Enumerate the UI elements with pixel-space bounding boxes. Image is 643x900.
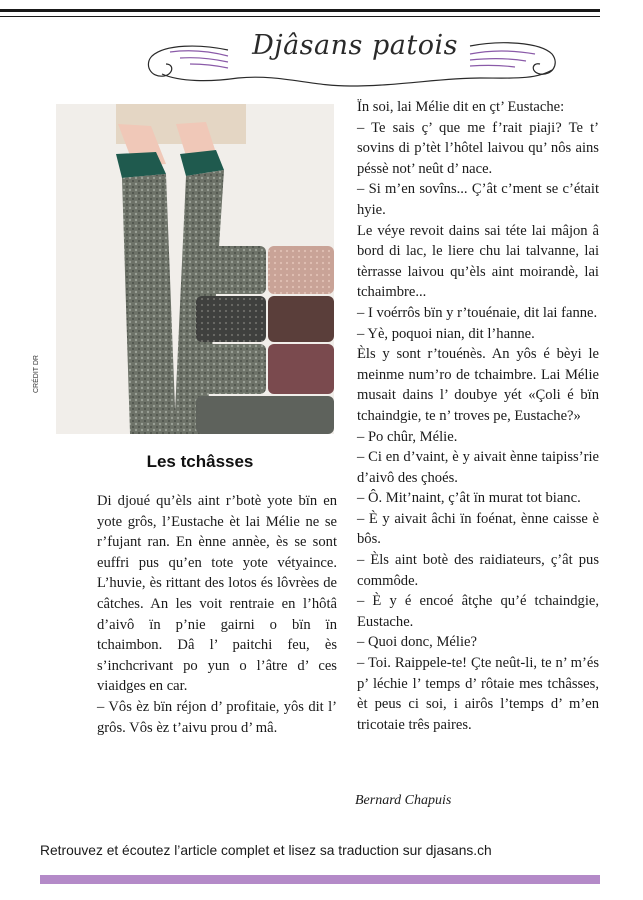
column-banner (140, 22, 580, 92)
paragraph: – Ô. Mit’naint, ç’ât ïn murat tot bianc. (357, 490, 581, 507)
top-rule-thick (0, 9, 600, 12)
top-rule-thin (0, 16, 600, 17)
paragraph: – Po chûr, Mélie. (357, 428, 458, 445)
article-headline: Les tchâsses (146, 452, 254, 471)
article-column-left (97, 491, 337, 738)
paragraph: Di djoué qu’èls aint r’botè yote bïn en yote grôs, l’Eustache èt lai Mélie ne se r’fujant ran. En ènne annèe, ès se sont euffri pus qu’en tote yote vétyaince. L’huvie, ès rittant des lotos és lôvrèes de câtches. An les voit rentraie en l’hôtâ d’aivô ïn p’nie gairni o bïn ïn tchaimbon. Dâ l’ paitchi feu, ès s’inchcrivant po yun o l’âtre d’ ces viaidges en car. (97, 493, 337, 695)
paragraph: Ïn soi, lai Mélie dit en çt’ Eustache: (357, 99, 565, 115)
paragraph: – Yè, poquoi nian, dit l’hanne. (357, 325, 535, 342)
footer-accent-bar (40, 875, 600, 884)
paragraph: – Ci en d’vaint, è y aivait ènne taipiss’rie d’aivô des çhoés. (357, 449, 599, 486)
paragraph: – Quoi donc, Mélie? (357, 634, 477, 651)
knitted-socks-image (56, 104, 334, 434)
paragraph: Le véye revoit dains sai téte lai mâjon â bord di lac, le liere chu lai talvanne, lai tèrrasse laivou qu’èls aint moirandè, lai tchaimbre... (357, 222, 599, 301)
photo-credit: CRÉDIT DR (33, 355, 40, 393)
paragraph: – Te sais ç’ que me f’rait piaji? Te t’ sovins di p’tèt l’hôtel laivou qu’ nôs ains péssè not’ neût d’ nace. (357, 119, 599, 177)
paragraph: – I voérrôs bïn y r’touénaie, dit lai fanne. (357, 304, 598, 321)
paragraph: Èls y sont r’touénès. An yôs é bèyi le meinme num’ro de tchaimbre. Lai Mélie musait dains l’ doubye yét «Çoli é bïn tchaindgie, te n’ troves pe, Eustache?» (357, 346, 599, 424)
paragraph: – Vôs èz bïn réjon d’ profitaie, yôs dit l’ grôs. Vôs èz t’aivu prou d’ mâ. (97, 698, 337, 736)
article-column-right (357, 97, 599, 735)
footer-link-text: Retrouvez et écoutez l’article complet et lisez sa traduction sur djasans.ch (40, 843, 492, 858)
author-byline: Bernard Chapuis (355, 793, 452, 808)
paragraph: – Èls aint botè des raidiateurs, ç’ât pus commôde. (357, 552, 599, 589)
paragraph: – È y aivait âchi ïn foénat, ènne caisse è bôs. (357, 510, 599, 548)
paragraph: – Si m’en sovîns... Ç’ât c’ment se c’était hyie. (357, 181, 599, 218)
paragraph: – Toi. Raippele-te! Çte neût-li, te n’ m’és p’ léchie l’ temps d’ rôtaie mes tchâsses, èt peus ci soi, i airôs l’temps d’ m’en tricotaie três paires. (357, 655, 599, 733)
article-photo (56, 104, 334, 434)
banner-title: Djâsans patois (252, 30, 458, 61)
paragraph: – È y é encoé âtçhe qu’é tchaindgie, Eustache. (357, 593, 599, 630)
